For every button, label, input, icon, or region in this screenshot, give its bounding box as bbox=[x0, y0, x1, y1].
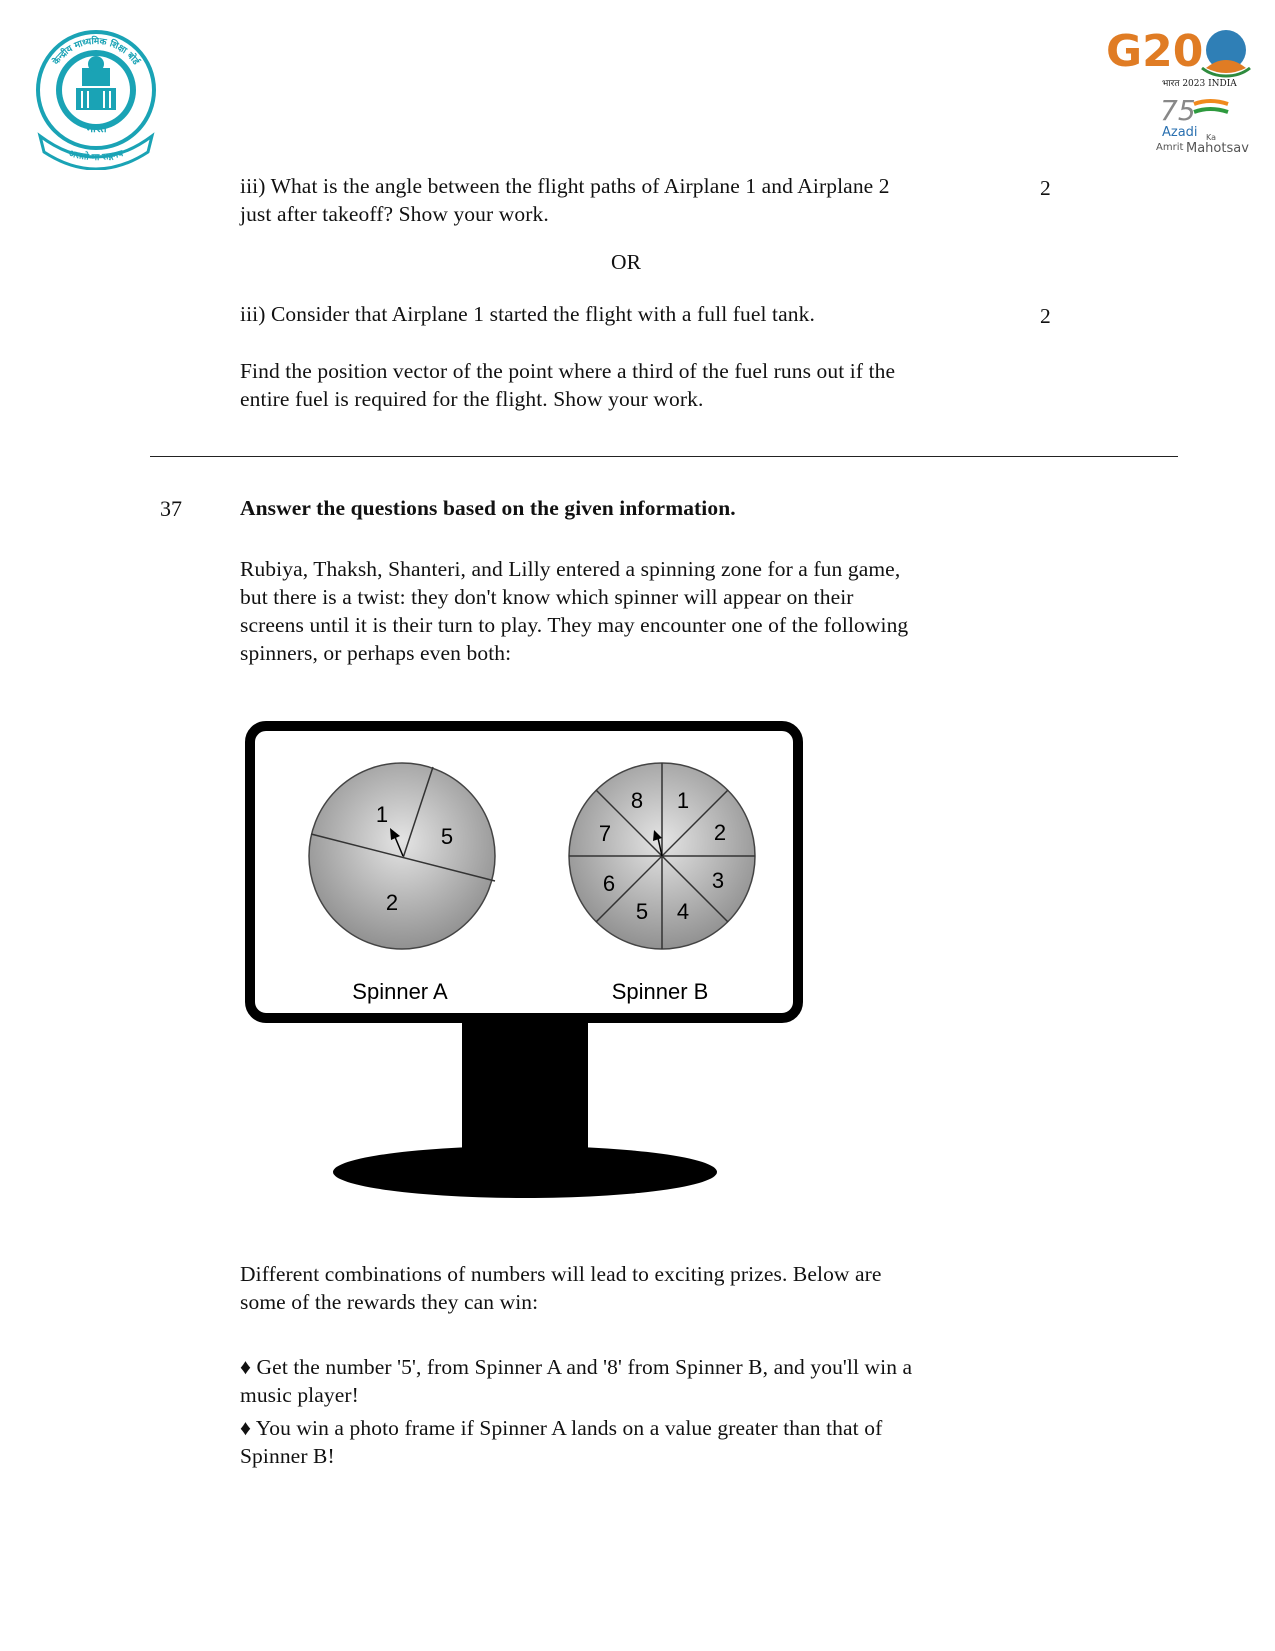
spinner-a-segment-5: 5 bbox=[440, 824, 454, 849]
spinner-b-segment-1: 1 bbox=[676, 788, 690, 813]
spinner-a bbox=[309, 763, 495, 949]
spinner-b-label: Spinner B bbox=[611, 979, 709, 1004]
q36-iii-b-marks: 2 bbox=[1040, 304, 1051, 328]
spinner-b-segment-7: 7 bbox=[598, 821, 612, 846]
q36-part-iii-a bbox=[240, 172, 1020, 228]
cbse-emblem-icon bbox=[32, 28, 160, 170]
q36-iii-b-find bbox=[240, 357, 1020, 413]
spinner-a-label: Spinner A bbox=[352, 979, 448, 1004]
spinner-a-segment-2: 2 bbox=[385, 890, 399, 915]
g20-text: G20 bbox=[1106, 26, 1204, 77]
reward-2-line2: Spinner B! bbox=[240, 1444, 335, 1468]
q36-iii-a-line2: just after takeoff? Show your work. bbox=[240, 202, 549, 226]
ka-text: Ka bbox=[1206, 133, 1217, 142]
monitor-stand bbox=[462, 1014, 588, 1164]
emblem-center-text: भारत bbox=[85, 122, 107, 135]
q36-iii-a-marks: 2 bbox=[1040, 176, 1051, 200]
intro-line-3: screens until it is their turn to play. They may encounter one of the following bbox=[240, 613, 909, 637]
rewards-intro bbox=[240, 1260, 1040, 1316]
or-separator: OR bbox=[611, 250, 642, 274]
reward-2-line1: ♦ You win a photo frame if Spinner A lands on a value greater than that of bbox=[240, 1416, 883, 1440]
intro-line-2: but there is a twist: they don't know which spinner will appear on their bbox=[240, 585, 854, 609]
intro-line-4: spinners, or perhaps even both: bbox=[240, 641, 512, 665]
rewards-intro-line-1: Different combinations of numbers will lead to exciting prizes. Below are bbox=[240, 1262, 882, 1286]
intro-line-1: Rubiya, Thaksh, Shanteri, and Lilly entered a spinning zone for a fun game, bbox=[240, 557, 901, 581]
q36-iii-b-find-line1: Find the position vector of the point where a third of the fuel runs out if the bbox=[240, 359, 896, 383]
spinner-monitor-figure bbox=[240, 716, 810, 1206]
amrit-text: Amrit bbox=[1156, 142, 1184, 153]
q36-iii-b-find-line2: entire fuel is required for the flight. Show your work. bbox=[240, 387, 704, 411]
rewards-intro-line-2: some of the rewards they can win: bbox=[240, 1290, 539, 1314]
question-number: 37 bbox=[160, 496, 182, 521]
spinner-b-segment-5: 5 bbox=[635, 899, 649, 924]
azadi-text: Azadi bbox=[1162, 125, 1198, 140]
seventy-five-text: 75 bbox=[1160, 94, 1196, 127]
spinner-b-segment-4: 4 bbox=[676, 899, 690, 924]
mahotsav-text: Mahotsav bbox=[1186, 141, 1249, 156]
spinner-b-segment-6: 6 bbox=[602, 871, 616, 896]
q36-iii-a-line1: iii) What is the angle between the flight paths of Airplane 1 and Airplane 2 bbox=[240, 174, 890, 198]
monitor-base bbox=[333, 1146, 717, 1198]
spinner-b-segment-2: 2 bbox=[713, 820, 727, 845]
question-heading: Answer the questions based on the given information. bbox=[240, 496, 736, 520]
reward-1-line1: ♦ Get the number '5', from Spinner A and '8' from Spinner B, and you'll win a bbox=[240, 1355, 913, 1379]
reward-photo-frame bbox=[240, 1414, 1060, 1470]
spinner-b-segment-3: 3 bbox=[711, 868, 725, 893]
g20-india-text: भारत 2023 INDIA bbox=[1162, 79, 1237, 89]
q37-intro bbox=[240, 555, 1040, 667]
reward-music-player bbox=[240, 1353, 1060, 1409]
spinner-a-segment-1: 1 bbox=[375, 802, 389, 827]
emblem-ribbon-text: असतो मा सद्गमय bbox=[67, 149, 125, 164]
spinner-a-wheel bbox=[309, 763, 495, 949]
spinner-b bbox=[569, 763, 755, 949]
q36-part-iii-b: iii) Consider that Airplane 1 started the flight with a full fuel tank. bbox=[240, 302, 815, 326]
emblem-arc-text: केन्द्रीय माध्यमिक शिक्षा बोर्ड bbox=[51, 36, 141, 67]
spinner-b-segment-8: 8 bbox=[630, 788, 644, 813]
section-divider bbox=[150, 456, 1178, 457]
reward-1-line2: music player! bbox=[240, 1383, 359, 1407]
g20-logo-icon bbox=[1106, 22, 1254, 162]
